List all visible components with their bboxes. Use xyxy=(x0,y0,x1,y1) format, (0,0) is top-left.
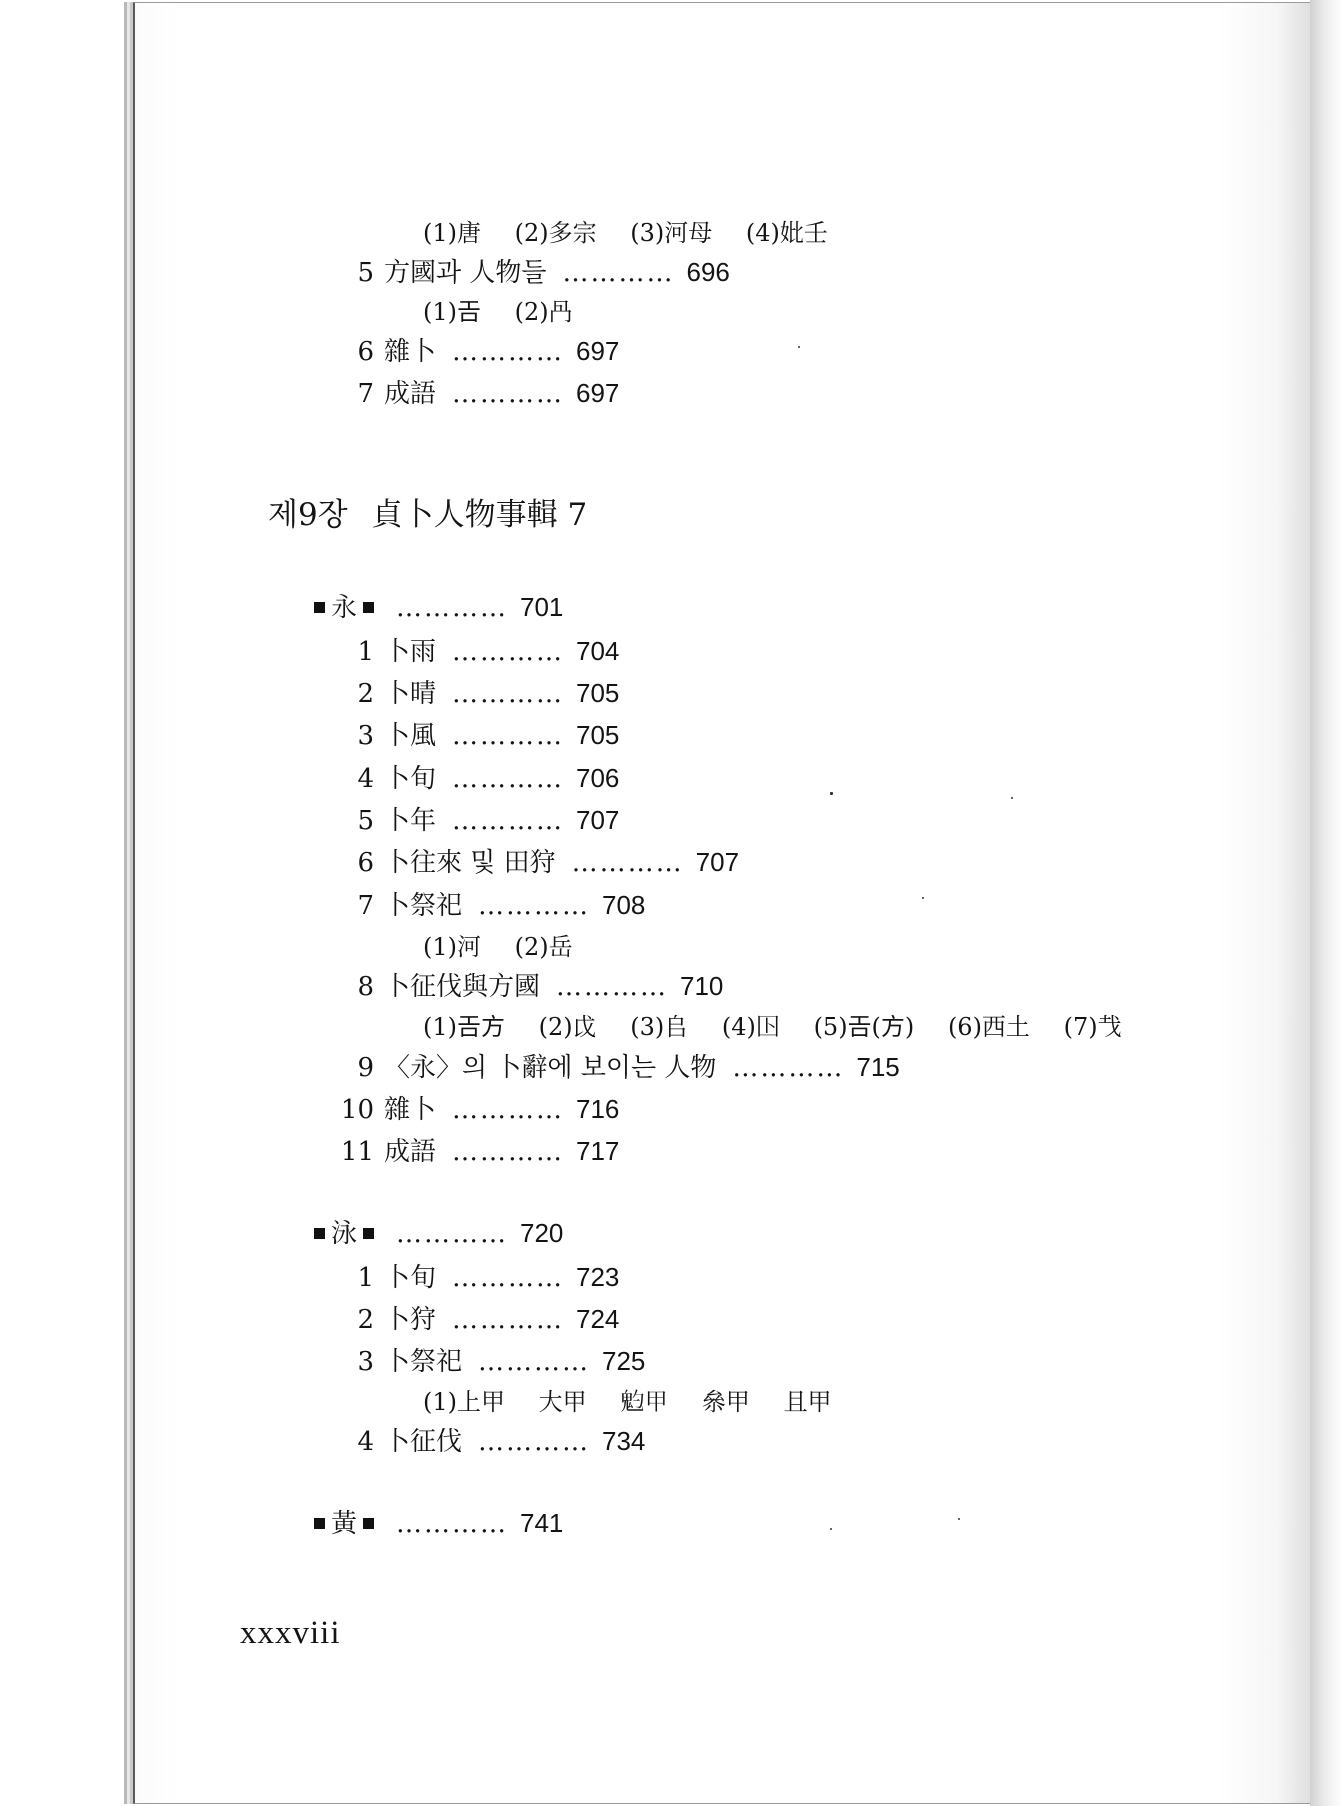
entry-title: 卜征伐 xyxy=(384,1427,463,1457)
toc-entry xyxy=(340,1304,619,1335)
sub-entry: (2)多宗 xyxy=(514,219,597,247)
scan-speck xyxy=(958,1518,960,1520)
entry-title: 卜往來 및 田狩 xyxy=(384,848,556,878)
entry-number: 10 xyxy=(340,1095,374,1125)
sub-entries xyxy=(423,1387,858,1417)
page-edge-shadow xyxy=(1310,0,1342,1806)
entry-title: 卜祭祀 xyxy=(384,1347,463,1377)
square-bullet-icon xyxy=(363,602,374,613)
scan-speck xyxy=(922,897,924,899)
sub-entry: (4)𡆥 xyxy=(721,1013,780,1041)
sub-entries xyxy=(423,1012,1148,1042)
entry-number: 9 xyxy=(357,1053,374,1083)
section-title: 永 xyxy=(331,593,358,623)
toc-entry xyxy=(340,971,723,1002)
entry-number: 3 xyxy=(357,1347,374,1377)
entry-title: 卜雨 xyxy=(384,637,437,667)
entry-page: 715 xyxy=(856,1052,900,1082)
scan-speck xyxy=(1011,797,1013,799)
leader-dots: ………… xyxy=(452,1263,565,1293)
sub-entry: 且甲 xyxy=(783,1388,832,1416)
chapter-heading xyxy=(268,497,587,533)
leader-dots: ………… xyxy=(452,1305,565,1335)
entry-number: 4 xyxy=(357,1427,374,1457)
entry-page: 697 xyxy=(576,378,620,408)
toc-entry xyxy=(340,257,730,288)
entry-number: 4 xyxy=(357,764,374,794)
entry-page: 741 xyxy=(520,1508,564,1538)
entry-page: 725 xyxy=(602,1346,646,1376)
square-bullet-icon xyxy=(363,1228,374,1239)
toc-entry xyxy=(340,847,739,878)
sub-entries-top xyxy=(423,218,854,248)
square-bullet-icon xyxy=(363,1518,374,1529)
leader-dots: ………… xyxy=(452,806,565,836)
sub-entry: (1)𢀛 xyxy=(423,298,481,326)
entry-page: 705 xyxy=(576,720,620,750)
chapter-title: 貞卜人物事輯 7 xyxy=(371,497,588,533)
section-entry xyxy=(308,1218,563,1249)
section-title: 黃 xyxy=(331,1509,358,1539)
sub-entry: 㕘甲 xyxy=(701,1388,750,1416)
sub-entry: (3)𠂤 xyxy=(630,1013,689,1041)
entry-page: 707 xyxy=(576,805,620,835)
left-margin xyxy=(0,0,133,1806)
leader-dots: ………… xyxy=(396,1509,509,1539)
toc-entry xyxy=(340,1346,645,1377)
entry-title: 雜卜 xyxy=(384,337,437,367)
entry-page: 697 xyxy=(576,336,620,366)
square-bullet-icon xyxy=(314,602,325,613)
entry-title: 雜卜 xyxy=(384,1095,437,1125)
toc-entry xyxy=(340,678,619,709)
entry-number: 11 xyxy=(340,1137,374,1167)
page-folio: xxxviii xyxy=(240,1615,341,1651)
entry-page: 723 xyxy=(576,1262,620,1292)
entry-title: 卜風 xyxy=(384,721,437,751)
sub-entry: (2)冎 xyxy=(514,298,573,326)
entry-page: 704 xyxy=(576,636,620,666)
section-entry xyxy=(308,592,563,623)
toc-entry xyxy=(340,636,619,667)
entry-title: 卜征伐與方國 xyxy=(384,972,541,1002)
entry-title: 成語 xyxy=(384,1137,437,1167)
entry-page: 710 xyxy=(680,971,724,1001)
sub-entry: (1)河 xyxy=(423,933,481,961)
toc-entry xyxy=(340,1052,900,1083)
leader-dots: ………… xyxy=(556,972,669,1002)
toc-entry xyxy=(340,1094,619,1125)
sub-entry: (4)妣壬 xyxy=(745,219,828,247)
entry-number: 1 xyxy=(357,637,374,667)
entry-number: 6 xyxy=(357,848,374,878)
leader-dots: ………… xyxy=(732,1053,845,1083)
entry-number: 1 xyxy=(357,1263,374,1293)
leader-dots: ………… xyxy=(452,637,565,667)
sub-entry: (2)戉 xyxy=(538,1013,597,1041)
leader-dots: ………… xyxy=(478,1427,591,1457)
entry-number: 5 xyxy=(357,258,374,288)
entry-title: 成語 xyxy=(384,379,437,409)
sub-entry: (7)𢦏 xyxy=(1063,1013,1122,1041)
entry-page: 734 xyxy=(602,1426,646,1456)
entry-page: 724 xyxy=(576,1304,620,1334)
entry-page: 708 xyxy=(602,890,646,920)
entry-number: 8 xyxy=(357,972,374,1002)
toc-entry xyxy=(340,805,619,836)
sub-entry: (5)𢀛(方) xyxy=(813,1013,915,1041)
entry-title: 卜旬 xyxy=(384,1263,437,1293)
leader-dots: ………… xyxy=(478,891,591,921)
entry-title: 卜旬 xyxy=(384,764,437,794)
entry-title: 卜祭祀 xyxy=(384,891,463,921)
leader-dots: ………… xyxy=(452,337,565,367)
entry-number: 7 xyxy=(357,379,374,409)
toc-entry xyxy=(340,378,619,409)
leader-dots: ………… xyxy=(571,848,684,878)
leader-dots: ………… xyxy=(478,1347,591,1377)
sub-entry: (2)岳 xyxy=(514,933,573,961)
leader-dots: ………… xyxy=(452,721,565,751)
sub-entry: (1)唐 xyxy=(423,219,481,247)
entry-number: 7 xyxy=(357,891,374,921)
entry-page: 707 xyxy=(695,847,740,877)
sub-entry: 大甲 xyxy=(538,1388,587,1416)
toc-entry xyxy=(340,1426,645,1457)
scan-speck xyxy=(830,792,833,795)
sub-entry: (6)西土 xyxy=(947,1013,1030,1041)
entry-page: 701 xyxy=(520,592,564,622)
sub-entry: (3)河母 xyxy=(630,219,713,247)
leader-dots: ………… xyxy=(562,258,675,288)
leader-dots: ………… xyxy=(452,1095,565,1125)
entry-page: 706 xyxy=(576,763,620,793)
entry-title: 〈永〉의 卜辭에 보이는 人物 xyxy=(384,1053,717,1083)
entry-number: 3 xyxy=(357,721,374,751)
toc-entry xyxy=(340,1136,619,1167)
entry-number: 5 xyxy=(357,806,374,836)
entry-number: 2 xyxy=(357,1305,374,1335)
entry-number: 2 xyxy=(357,679,374,709)
scan-speck xyxy=(830,1528,832,1530)
leader-dots: ………… xyxy=(452,679,565,709)
leader-dots: ………… xyxy=(396,1219,509,1249)
chapter-label: 제9장 xyxy=(268,497,348,533)
scan-speck xyxy=(798,346,800,348)
toc-entry xyxy=(340,336,619,367)
toc-entry xyxy=(340,720,619,751)
sub-entry: (1)𢀛方 xyxy=(423,1013,505,1041)
entry-page: 720 xyxy=(520,1218,564,1248)
sub-entries xyxy=(423,932,599,962)
entry-number: 6 xyxy=(357,337,374,367)
entry-title: 卜晴 xyxy=(384,679,437,709)
section-title: 泳 xyxy=(331,1219,358,1249)
entry-title: 卜年 xyxy=(384,806,437,836)
leader-dots: ………… xyxy=(396,593,509,623)
sub-entries xyxy=(423,297,599,327)
entry-title: 方國과 人物들 xyxy=(384,258,547,288)
toc-entry xyxy=(340,890,645,921)
section-entry xyxy=(308,1508,563,1539)
leader-dots: ………… xyxy=(452,379,565,409)
toc-entry xyxy=(340,1262,619,1293)
entry-page: 705 xyxy=(576,678,620,708)
sub-entry: 𩲃甲 xyxy=(620,1388,669,1416)
entry-page: 716 xyxy=(576,1094,620,1124)
entry-page: 717 xyxy=(576,1136,620,1166)
leader-dots: ………… xyxy=(452,1137,565,1167)
square-bullet-icon xyxy=(314,1518,325,1529)
square-bullet-icon xyxy=(314,1228,325,1239)
entry-page: 696 xyxy=(686,257,730,287)
toc-entry xyxy=(340,763,619,794)
leader-dots: ………… xyxy=(452,764,565,794)
sub-entry: (1)上甲 xyxy=(423,1388,505,1416)
entry-title: 卜狩 xyxy=(384,1305,437,1335)
